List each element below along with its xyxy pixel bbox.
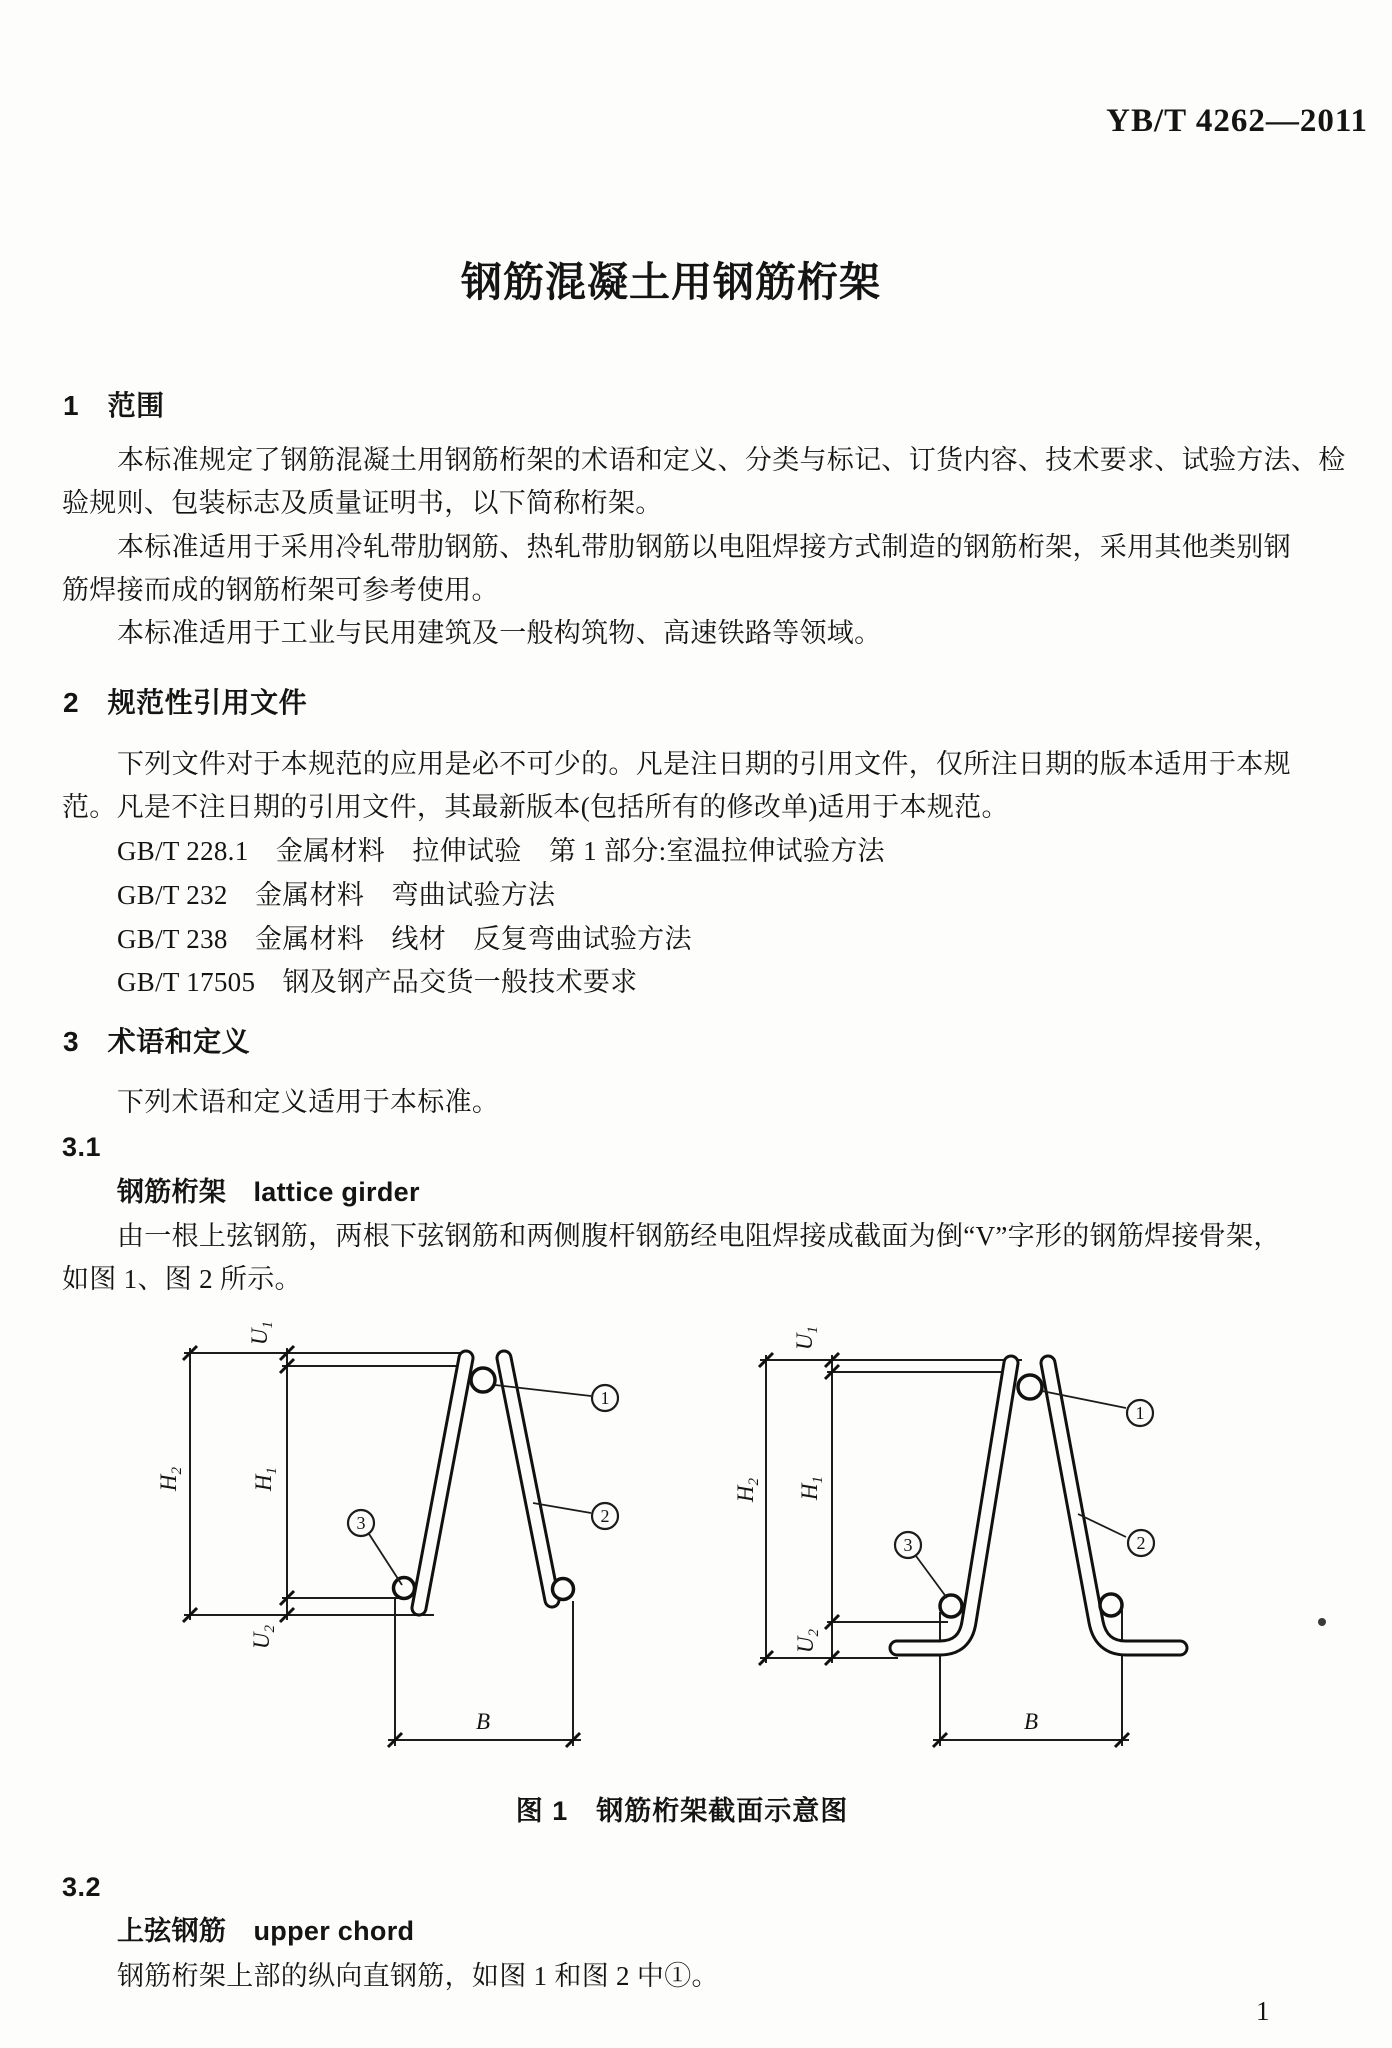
dim-label-h2-left: $H_2$: [156, 1466, 185, 1492]
section3-heading: 3 术语和定义: [63, 1026, 251, 1057]
right-lower-chord-right-section: [1100, 1594, 1122, 1616]
section1-paragraph2-line1: 本标准适用于采用冷轧带肋钢筋、热轧带肋钢筋以电阻焊接方式制造的钢筋桁架，采用其他类别钢: [117, 532, 1291, 562]
section1-paragraph3: 本标准适用于工业与民用建筑及一般构筑物、高速铁路等领域。: [117, 618, 882, 648]
callout-2-number: 2: [1136, 1533, 1146, 1553]
dim-label-u1-left: $U_1$: [247, 1320, 276, 1346]
definition-3-1-line1: 由一根上弦钢筋，两根下弦钢筋和两侧腹杆钢筋经电阻焊接成截面为倒“V”字形的钢筋焊接骨架，: [117, 1221, 1281, 1251]
left-lower-chord-left-section: [394, 1578, 415, 1599]
figure1-caption: 图 1 钢筋桁架截面示意图: [515, 1796, 849, 1826]
reference-gbt228: GB/T 228.1 金属材料 拉伸试验 第 1 部分:室温拉伸试验方法: [117, 836, 885, 866]
document-title: 钢筋混凝土用钢筋桁架: [461, 259, 881, 305]
dim-label-h2-right: $H_2$: [733, 1477, 762, 1503]
clause-3-2-number: 3.2: [62, 1872, 102, 1902]
left-callouts: [348, 1385, 618, 1585]
section1-paragraph2-line2: 筋焊接而成的钢筋桁架可参考使用。: [62, 575, 499, 605]
section1-heading: 1 范围: [63, 390, 165, 421]
left-truss: [394, 1358, 574, 1608]
dim-label-h1-left: $H_1$: [251, 1466, 280, 1492]
dim-label-b-right: B: [1023, 1709, 1039, 1734]
dim-label-u2-right: $U_2$: [793, 1628, 822, 1654]
right-callouts: [895, 1391, 1154, 1598]
standard-code: YB/T 4262—2011: [1106, 103, 1368, 139]
section2-paragraph1-line2: 范。凡是不注日期的引用文件，其最新版本(包括所有的修改单)适用于本规范。: [62, 792, 1009, 822]
section2-paragraph1-line1: 下列文件对于本规范的应用是必不可少的。凡是注日期的引用文件，仅所注日期的版本适用于本规: [117, 749, 1291, 779]
callout-1-number: 1: [1135, 1403, 1145, 1423]
right-upper-chord-section: [1018, 1375, 1042, 1399]
section2-heading: 2 规范性引用文件: [63, 687, 308, 718]
right-dimension-ticks: [759, 1353, 1129, 1747]
dim-label-u1-right: $U_1$: [792, 1325, 821, 1351]
reference-gbt232: GB/T 232 金属材料 弯曲试验方法: [117, 880, 556, 910]
callout-3-number: 3: [903, 1535, 913, 1555]
right-lower-chord-left-section: [940, 1595, 962, 1617]
figure1-diagrams: [120, 1300, 1280, 1760]
section3-intro: 下列术语和定义适用于本标准。: [117, 1087, 500, 1117]
section1-paragraph1-line1: 本标准规定了钢筋混凝土用钢筋桁架的术语和定义、分类与标记、订货内容、技术要求、试验方法、检: [117, 445, 1346, 475]
callout-2-number: 2: [600, 1506, 610, 1526]
term-lattice-girder: 钢筋桁架 lattice girder: [117, 1177, 420, 1207]
term-upper-chord: 上弦钢筋 upper chord: [117, 1916, 415, 1946]
dim-label-h1-right: $H_1$: [797, 1475, 826, 1501]
callout-1-number: 1: [600, 1388, 610, 1408]
clause-3-1-number: 3.1: [62, 1132, 102, 1162]
page-number: 1: [1256, 1996, 1270, 2026]
reference-gbt17505: GB/T 17505 钢及钢产品交货一般技术要求: [117, 967, 638, 997]
left-lower-chord-right-section: [553, 1579, 574, 1600]
scan-artifact-dot: [1318, 1618, 1326, 1626]
dim-label-b-left: B: [475, 1709, 491, 1734]
dim-label-u2-left: $U_2$: [249, 1624, 278, 1650]
left-upper-chord-section: [471, 1368, 495, 1392]
section1-paragraph1-line2: 验规则、包装标志及质量证明书，以下简称桁架。: [62, 488, 663, 518]
right-dimension-lines: [760, 1355, 1129, 1746]
definition-3-2: 钢筋桁架上部的纵向直钢筋，如图 1 和图 2 中①。: [117, 1961, 719, 1991]
definition-3-1-line2: 如图 1、图 2 所示。: [62, 1264, 302, 1294]
callout-3-number: 3: [356, 1513, 366, 1533]
reference-gbt238: GB/T 238 金属材料 线材 反复弯曲试验方法: [117, 924, 692, 954]
